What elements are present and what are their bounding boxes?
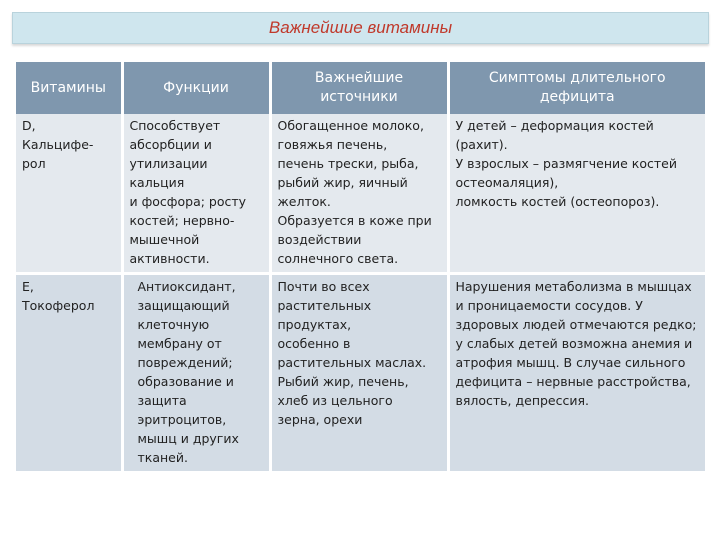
table-header-row xyxy=(16,62,705,114)
header-functions: Функции xyxy=(122,62,270,114)
sources-cell: Обогащенное молоко, говяжья печень, печень трески, рыба, рыбий жир, яичный желток. Образуется в коже при воздействии солнечного света. xyxy=(270,114,448,274)
vitamin-name: Е, Токоферол xyxy=(16,274,122,472)
vitamin-name: D, Кальцифе- рол xyxy=(16,114,122,274)
title-bar xyxy=(12,12,709,44)
header-sources: Важнейшие источники xyxy=(270,62,448,114)
page-title: Важнейшие витамины xyxy=(268,18,453,37)
header-vitamins: Витамины xyxy=(16,62,122,114)
deficiency-cell: У детей – деформация костей (рахит). У взрослых – размягчение костей остеомаляция), ломкость костей (остеопороз). xyxy=(448,114,705,274)
functions-cell: Антиоксидант, защищающий клеточную мембрану от повреждений; образование и защита эритроцитов, мышц и других тканей. xyxy=(122,274,270,472)
table-row xyxy=(16,274,705,472)
vitamins-table xyxy=(16,62,705,471)
header-deficiency: Симптомы длительного дефицита xyxy=(448,62,705,114)
table-row xyxy=(16,114,705,274)
functions-cell: Способствует абсорбции и утилизации кальция и фосфора; росту костей; нервно- мышечной активности. xyxy=(122,114,270,274)
deficiency-cell: Нарушения метаболизма в мышцах и проницаемости сосудов. У здоровых людей отмечаются редко; у слабых детей возможна анемия и атрофия мышц. В случае сильного дефицита – нервные расстройства, вялость, депрессия. xyxy=(448,274,705,472)
sources-cell: Почти во всех растительных продуктах, особенно в растительных маслах. Рыбий жир, печень, хлеб из цельного зерна, орехи xyxy=(270,274,448,472)
